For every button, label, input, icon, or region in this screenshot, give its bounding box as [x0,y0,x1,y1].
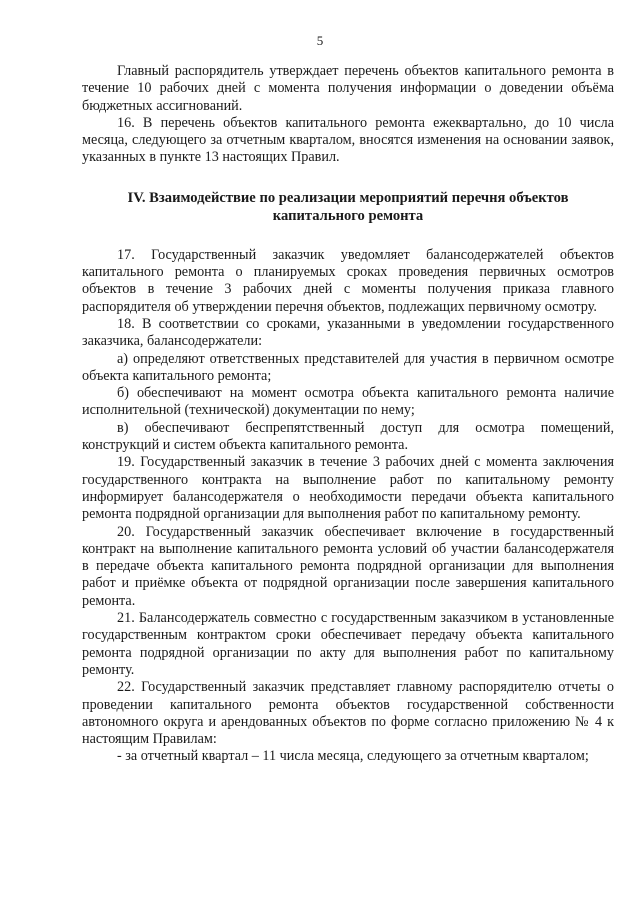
paragraph-17: 17. Государственный заказчик уведомляет балансодержателей объектов капитального ремонта о планируемых сроках проведения первичных осмотров объектов в течение 3 рабочих дней с моменты получения приказа главного распорядителя об утверждении перечня объектов, подлежащих первичному осмотру. [82,246,614,315]
list-item-c: в) обеспечивают беспрепятственный доступ для осмотра помещений, конструкций и систем объекта капитального ремонта. [82,419,614,454]
dash-list-item: - за отчетный квартал – 11 числа месяца, следующего за отчетным кварталом; [117,748,589,765]
paragraph-18: 18. В соответствии со сроками, указанными в уведомлении государственного заказчика, балансодержатели: [82,315,614,350]
page-number: 5 [316,33,324,48]
paragraph: Главный распорядитель утверждает перечень объектов капитального ремонта в течение 10 рабочих дней с момента получения информации о доведении объёма бюджетных ассигнований. [82,63,614,114]
paragraph-19: 19. Государственный заказчик в течение 3 рабочих дней с момента заключения государственного контракта на выполнение работ по капитальному ремонту информирует балансодержателя о необходимости передачи объекта капитального ремонта подрядной организации для выполнения работ по капитальному ремонту. [82,454,614,523]
list-item-b: б) обеспечивают на момент осмотра объекта капитального ремонта наличие исполнительной (технической) документации по нему; [82,385,614,419]
paragraph-22: 22. Государственный заказчик представляет главному распорядителю отчеты о проведении капитального ремонта объектов государственной собственности автономного округа и арендованных объектов по форме согласно приложению № 4 к настоящим Правилам: [82,679,614,748]
paragraph-20: 20. Государственный заказчик обеспечивает включение в государственный контракт на выполнение капитального ремонта условий об участии балансодержателя в передаче объекта капитального ремонта подрядной организации для выполнения работ и приёмке объекта от подрядной организации после завершения капитального ремонта. [82,523,614,609]
paragraph-16: 16. В перечень объектов капитального ремонта ежеквартально, до 10 числа месяца, следующего за отчетным кварталом, вносятся изменения на основании заявок, указанных в пункте 13 настоящих Правил. [82,114,614,166]
paragraph-21: 21. Балансодержатель совместно с государственным заказчиком в установленные государственным контрактом сроки обеспечивает передачу объекта капитального ремонта подрядной организации по акту для выполнения работ по капитальному ремонту. [82,610,614,678]
document-body [82,63,614,766]
list-item-a: а) определяют ответственных представителей для участия в первичном осмотре объекта капитального ремонта; [82,350,614,384]
section-heading: IV. Взаимодействие по реализации мероприятий перечня объектов капитального ремонта [127,189,569,224]
